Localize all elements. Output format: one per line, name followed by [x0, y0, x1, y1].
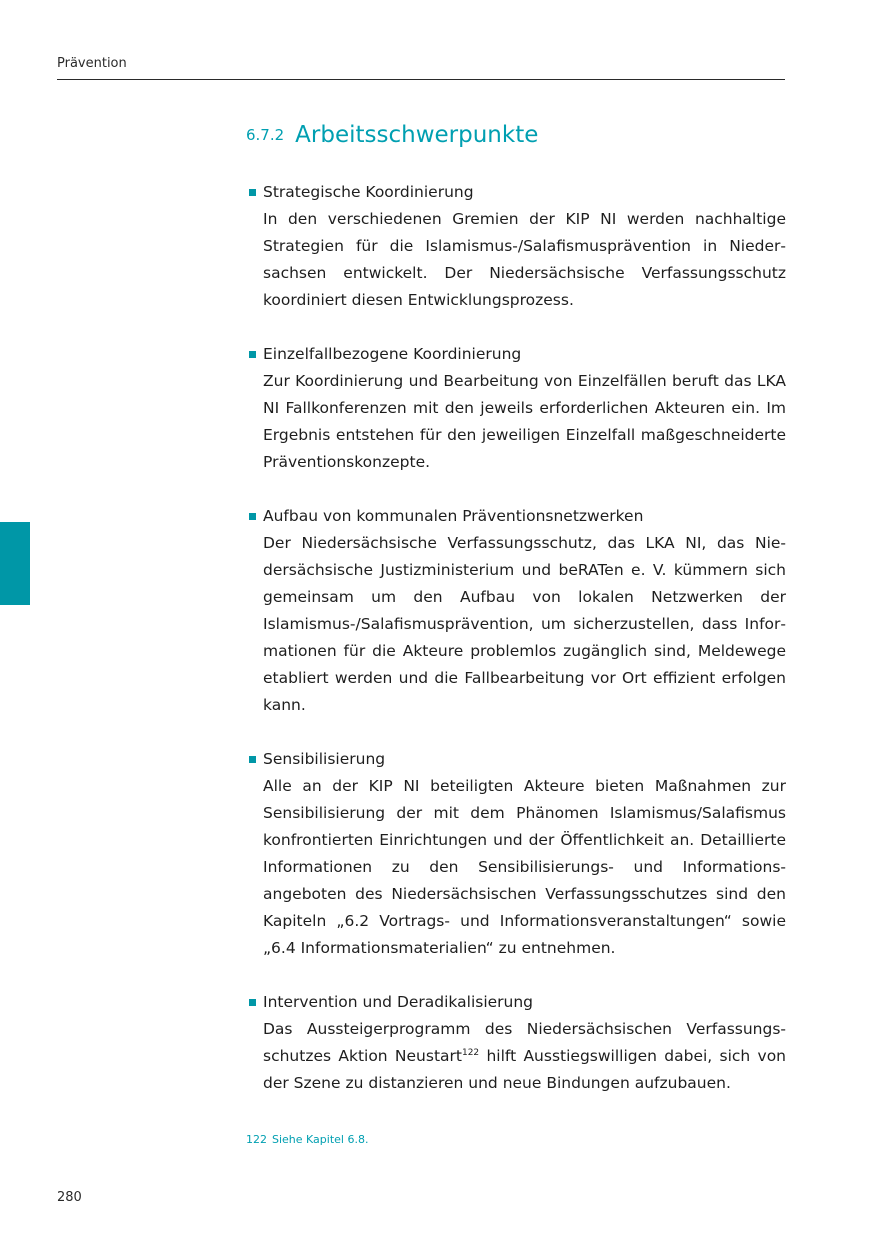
list-item-strategic-coordination — [246, 179, 786, 314]
footnote-number: 122 — [246, 1133, 267, 1146]
footnote-text: Siehe Kapitel 6.8. — [272, 1133, 369, 1146]
list-item-title: Aufbau von kommunalen Präventionsnetzwerken — [263, 507, 644, 525]
bullet-square-icon — [249, 756, 256, 763]
chapter-side-tab — [0, 522, 30, 605]
list-item-sensitization — [246, 746, 786, 962]
page-number: 280 — [57, 1190, 82, 1205]
list-item-prevention-networks — [246, 503, 786, 719]
list-item-text: Alle an der KIP NI beteiligten Akteure bieten Maßnahmen zur Sensibilisierung der mit dem Phänomen Islamismus/Salafismus konfrontierten Einrichtungen und der Öffentlichkeit an. Detaillierte Informationen zu den Sensibilisierungs- und Informationsangeboten des Niedersächsischen Verfassungsschutzes sind den Kapiteln „6.2 Vortrags- und Informationsveranstaltungen“ sowie „6.4 Informationsmaterialien“ zu entnehmen. — [263, 777, 786, 957]
section-heading — [246, 120, 538, 148]
bullet-square-icon — [249, 189, 256, 196]
list-item-title: Einzelfallbezogene Koordinierung — [263, 345, 522, 363]
list-item-text: Der Niedersächsische Verfassungsschutz, das LKA NI, das Niedersächsische Justizministerium und beRATen e. V. kümmern sich gemeinsam um den Aufbau von lokalen Netzwerken der Islamismus-/Salafismusprävention, um sicherzustellen, dass Informationen für die Akteure problemlos zugänglich sind, Meldewege etabliert werden und die Fallbearbeitung vor Ort effizient erfolgen kann. — [263, 534, 786, 714]
header-divider — [57, 79, 785, 80]
list-item-case-coordination — [246, 341, 786, 476]
list-item-text — [263, 1016, 786, 1097]
focus-area-list — [246, 179, 786, 1124]
footnote — [246, 1133, 368, 1146]
list-item-title: Intervention und Deradikalisierung — [263, 993, 534, 1011]
list-item-text-part: Das Aussteigerprogramm des Niedersächsischen Verfassungsschutzes Aktion Neustart — [263, 1020, 786, 1065]
list-item-deradicalization — [246, 989, 786, 1097]
footnote-reference[interactable]: 122 — [461, 1048, 480, 1058]
list-item-text-part: hilft Ausstiegswilligen dabei, sich von der Szene zu distanzieren und neue Bindungen aufzubauen. — [263, 1047, 787, 1092]
list-item-title: Sensibilisierung — [263, 750, 386, 768]
section-number: 6.7.2 — [246, 126, 285, 144]
section-title: Arbeitsschwerpunkte — [295, 122, 539, 148]
list-item-text: Zur Koordinierung und Bearbeitung von Einzelfällen beruft das LKA NI Fallkonferenzen mit den jeweils erforderlichen Akteuren ein. Im Ergebnis entstehen für den jeweiligen Einzelfall maßgeschneiderte Präventionskonzepte. — [263, 372, 786, 471]
bullet-square-icon — [249, 513, 256, 520]
bullet-square-icon — [249, 999, 256, 1006]
list-item-title: Strategische Koordinierung — [263, 183, 474, 201]
bullet-square-icon — [249, 351, 256, 358]
running-header: Prävention — [57, 56, 127, 71]
list-item-text: In den verschiedenen Gremien der KIP NI werden nachhaltige Strategien für die Islamismus-/Salafismusprävention in Niedersachsen entwickelt. Der Niedersächsische Verfassungsschutz koordiniert diesen Entwicklungsprozess. — [263, 210, 786, 309]
